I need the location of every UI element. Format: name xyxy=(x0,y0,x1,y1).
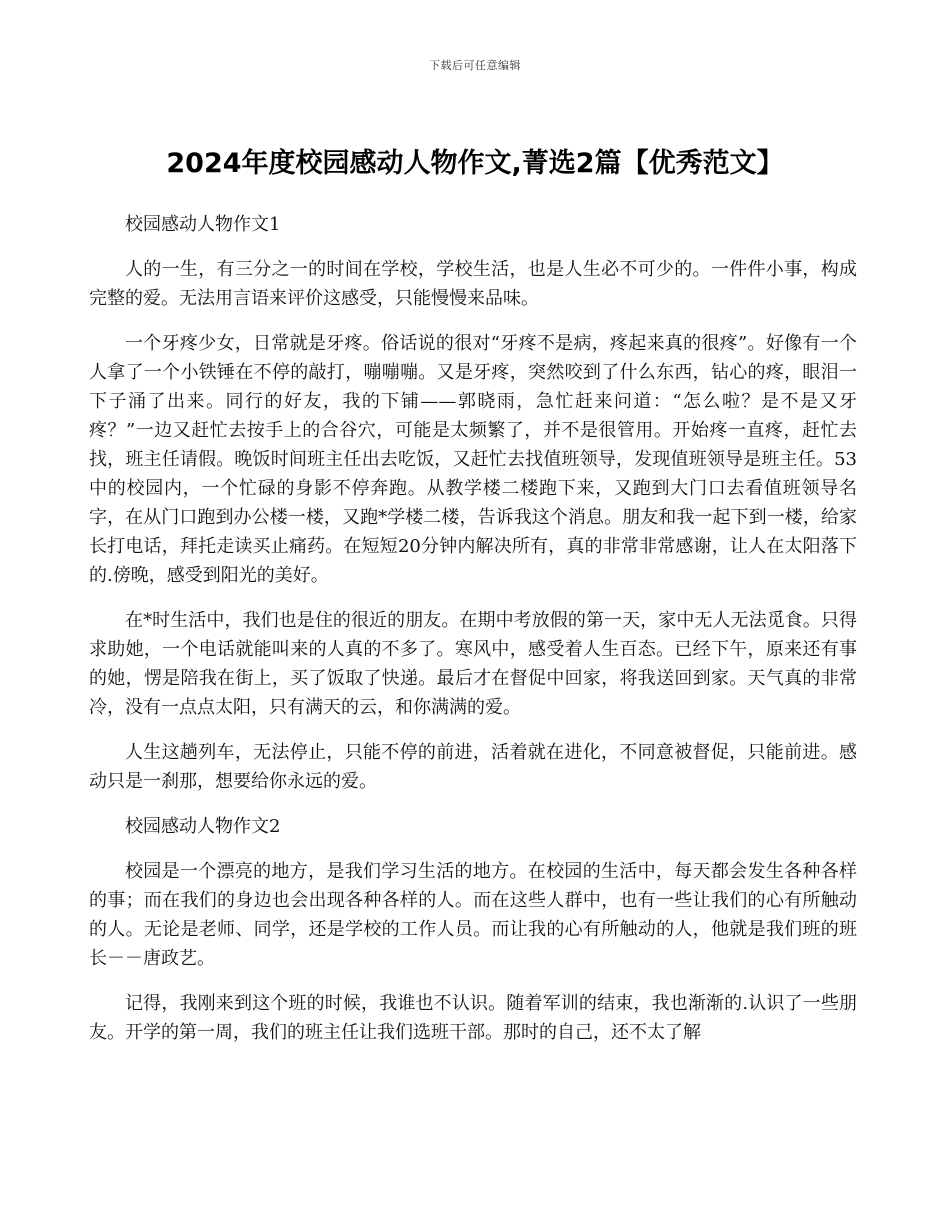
essay-1-paragraph-1: 人的一生，有三分之一的时间在学校，学校生活，也是人生必不可少的。一件件小事，构成完整的爱。无法用言语来评价这感受，只能慢慢来品味。 xyxy=(89,259,857,309)
document-body xyxy=(89,210,857,1063)
essay-1-paragraph-3: 在*时生活中，我们也是住的很近的朋友。在期中考放假的第一天，家中无人无法觅食。只得求助她，一个电话就能叫来的人真的不多了。寒风中，感受着人生百态。已经下午，原来还有事的她，愣是陪我在街上，买了饭取了快递。最后才在督促中回家，将我送回到家。天气真的非常冷，没有一点点太阳，只有满天的云，和你满满的爱。 xyxy=(89,610,857,718)
essay-2-paragraph-1: 校园是一个漂亮的地方，是我们学习生活的地方。在校园的生活中，每天都会发生各种各样的事；而在我们的身边也会出现各种各样的人。而在这些人群中，也有一些让我们的心有所触动的人。无论是老师、同学，还是学校的工作人员。而让我的心有所触动的人，他就是我们班的班长－－唐政艺。 xyxy=(89,861,857,969)
essay-2-heading: 校园感动人物作文2 xyxy=(125,816,281,837)
essay-1-paragraph-2: 一个牙疼少女，日常就是牙疼。俗话说的很对“牙疼不是病，疼起来真的很疼”。好像有一个人拿了一个小铁锤在不停的敲打，嘣嘣嘣。又是牙疼，突然咬到了什么东西，钻心的疼，眼泪一下子涌了出来。同行的好友，我的下铺——郭晓雨，急忙赶来问道：“怎么啦？是不是又牙疼？”一边又赶忙去按手上的合谷穴，可能是太频繁了，并不是很管用。开始疼一直疼，赶忙去找，班主任请假。晚饭时间班主任出去吃饭，又赶忙去找值班领导，发现值班领导是班主任。53中的校园内，一个忙碌的身影不停奔跑。从教学楼二楼跑下来，又跑到大门口去看值班领导名字，在从门口跑到办公楼一楼，又跑*学楼二楼，告诉我这个消息。朋友和我一起下到一楼，给家长打电话，拜托走读买止痛药。在短短20分钟内解决所有，真的非常非常感谢，让人在太阳落下的.傍晚，感受到阳光的美好。 xyxy=(89,333,857,586)
document-title: 2024年度校园感动人物作文,菁选2篇【优秀范文】 xyxy=(166,148,784,179)
essay-1-heading: 校园感动人物作文1 xyxy=(125,214,281,235)
essay-2-paragraph-2: 记得，我刚来到这个班的时候，我谁也不认识。随着军训的结束，我也渐渐的.认识了一些朋友。开学的第一周，我们的班主任让我们选班干部。那时的自己，还不太了解 xyxy=(89,993,857,1043)
header-note: 下载后可任意编辑 xyxy=(429,59,521,72)
essay-1-paragraph-4: 人生这趟列车，无法停止，只能不停的前进，活着就在进化，不同意被督促，只能前进。感动只是一刹那，想要给你永远的爱。 xyxy=(89,742,857,792)
